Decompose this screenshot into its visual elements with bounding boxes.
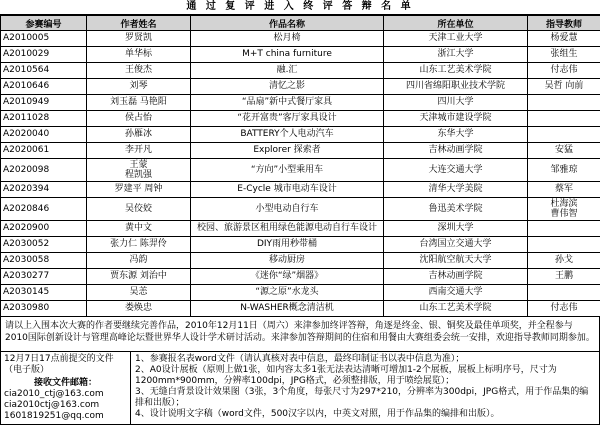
cell-author: 娄焕忠 (87, 301, 191, 317)
table-row (1, 237, 600, 253)
cell-school: 大连交通大学 (384, 159, 528, 182)
cell-teacher: 蔡军 (528, 182, 600, 198)
email-heading: 接收文件邮箱： (33, 378, 97, 388)
table-row (1, 143, 600, 159)
cell-school: 天津城市建设学院 (384, 111, 528, 127)
cell-teacher: 杜海滨 曹伟智 (528, 198, 600, 221)
cell-work: “源之原”水龙头 (191, 285, 384, 301)
cell-school: 鲁迅美术学院 (384, 198, 528, 221)
cell-school: 清华大学美院 (384, 182, 528, 198)
column-header-author: 作者姓名 (87, 16, 191, 31)
cell-school: 吉林动画学院 (384, 269, 528, 285)
submission-section (0, 352, 600, 425)
cell-teacher (528, 285, 600, 301)
table-row (1, 95, 600, 111)
cell-work: 移动厨房 (191, 253, 384, 269)
column-header-code: 参赛编号 (1, 16, 87, 31)
table-row (1, 127, 600, 143)
table-row (1, 31, 600, 47)
cell-author: 罗贤凯 (87, 31, 191, 47)
cell-teacher (528, 237, 600, 253)
cell-author: 单华标 (87, 47, 191, 63)
cell-code: A2010949 (1, 95, 87, 111)
cell-author: 罗建平 周钟 (87, 182, 191, 198)
table-row (1, 198, 600, 221)
cell-teacher (528, 95, 600, 111)
cell-code: A2010029 (1, 47, 87, 63)
table-body (1, 31, 600, 317)
cell-code: A2020394 (1, 182, 87, 198)
cell-school: 四川省绵阳职业技术学院 (384, 79, 528, 95)
table-row (1, 269, 600, 285)
cell-work: 校园、旅游景区租用绿色能源电动自行车设计 (191, 221, 384, 237)
table-row (1, 79, 600, 95)
email-address[interactable]: cia2010_ctj@163.com (4, 389, 104, 399)
cell-code: A2010564 (1, 63, 87, 79)
email-address[interactable]: cia2010ctj@163.com (4, 400, 100, 410)
cell-work: M+T china furniture (191, 47, 384, 63)
cell-work: E-Cycle 城市电动车设计 (191, 182, 384, 198)
requirement-item: 2、A0设计展板（原则上做1张，如内容太多1张无法表达清晰可增加1-2个展板，展板上标明序号，尺寸为1200mm*900mm，分辨率100dpi，JPG格式，必须整排版，用于喷绘展览）； (135, 365, 557, 386)
cell-work: “方向”小型乘用车 (191, 159, 384, 182)
cell-school: 山东工艺美术学院 (384, 63, 528, 79)
cell-code: A2030145 (1, 285, 87, 301)
cell-work: “花开富贵”客厅家具设计 (191, 111, 384, 127)
cell-school: 吉林动画学院 (384, 143, 528, 159)
cell-author: 刘玉磊 马艳阳 (87, 95, 191, 111)
cell-school: 西南交通大学 (384, 285, 528, 301)
cell-author: 张力仁 陈羿伶 (87, 237, 191, 253)
table-row (1, 159, 600, 182)
cell-code: A2030277 (1, 269, 87, 285)
cell-work: 融.汇 (191, 63, 384, 79)
table-row (1, 182, 600, 198)
cell-teacher: 吴哲 向前 (528, 79, 600, 95)
cell-code: A2020846 (1, 198, 87, 221)
requirements-list (131, 352, 599, 424)
cell-author: 王蒙 程凯强 (87, 159, 191, 182)
requirement-item: 1、参赛报名表word文件（请认真核对表中信息，最终印制证书以表中信息为准）； (135, 354, 465, 364)
cell-work: DIY雨用秒带桶 (191, 237, 384, 253)
cell-code: A2030058 (1, 253, 87, 269)
table-row (1, 47, 600, 63)
cell-work: 《迷你“绿”烟器》 (191, 269, 384, 285)
requirement-item: 4、设计说明文字稿（word文件，500汉字以内，中英文对照，用于作品集的编排和出版）。 (135, 409, 500, 419)
cell-author: 侯占怡 (87, 111, 191, 127)
cell-teacher (528, 127, 600, 143)
cell-work: 松月椅 (191, 31, 384, 47)
cell-school: 山东工艺美术学院 (384, 301, 528, 317)
cell-teacher: 张组生 (528, 47, 600, 63)
cell-work: 清忆之影 (191, 79, 384, 95)
submission-deadline: 12月7日17点前提交的文件（电子版） (4, 354, 114, 375)
cell-teacher: 杨爱慧 (528, 31, 600, 47)
cell-teacher (528, 221, 600, 237)
cell-teacher (528, 111, 600, 127)
cell-author: 黄中文 (87, 221, 191, 237)
cell-author: 王俊杰 (87, 63, 191, 79)
email-address[interactable]: 1601819251@qq.com (4, 411, 104, 421)
cell-author: 贾东源 刘治中 (87, 269, 191, 285)
column-header-teacher: 指导教师 (528, 16, 600, 31)
cell-author: 李开凡 (87, 143, 191, 159)
cell-teacher: 安猛 (528, 143, 600, 159)
cell-teacher: 孙戈 (528, 253, 600, 269)
cell-work: N-WASHER概念清洁机 (191, 301, 384, 317)
cell-work: BATTERY个人电动汽车 (191, 127, 384, 143)
cell-school: 天津工业大学 (384, 31, 528, 47)
cell-teacher: 付志伟 (528, 301, 600, 317)
cell-teacher: 付志伟 (528, 63, 600, 79)
cell-school: 深圳大学 (384, 221, 528, 237)
cell-author: 孙雁冰 (87, 127, 191, 143)
table-row (1, 63, 600, 79)
cell-teacher: 王鹏 (528, 269, 600, 285)
finalist-table (0, 15, 600, 317)
cell-school: 浙江大学 (384, 47, 528, 63)
cell-teacher: 邹雅琼 (528, 159, 600, 182)
column-header-work: 作品名称 (191, 16, 384, 31)
cell-school: 沈阳航空航天大学 (384, 253, 528, 269)
cell-author: 吴恙 (87, 285, 191, 301)
cell-code: A2020098 (1, 159, 87, 182)
table-row (1, 285, 600, 301)
cell-code: A2020040 (1, 127, 87, 143)
requirement-item: 3、无缝白背景设计效果图（3张，3个角度，每张尺寸为297*210，分辨率为300dpi，JPG格式，用于作品集的编排和出版）； (135, 387, 589, 408)
cell-work: 小型电动自行车 (191, 198, 384, 221)
cell-code: A2020900 (1, 221, 87, 237)
cell-work: “品扇”新中式餐厅家具 (191, 95, 384, 111)
table-row (1, 301, 600, 317)
table-row (1, 221, 600, 237)
notice-text: 请以上入围本次大赛的作者要继续完善作品，2010年12月11日（周六）来津参加终评答辩，角逐是终金、银、铜奖及最佳单项奖，并全程参与2010国际创新设计与管理高峰论坛暨世界华人设计学术研讨活动。来津参加答辩期间的住宿和用餐由大赛组委会统一安排，欢迎指导教师同期参加。 (0, 317, 600, 352)
cell-code: A2010005 (1, 31, 87, 47)
cell-work: Explorer 探索者 (191, 143, 384, 159)
page-title: 通 过 复 评 进 入 终 评 答 辩 名 单 (0, 0, 600, 15)
cell-author: 吴佼姣 (87, 198, 191, 221)
cell-school: 台湾国立交通大学 (384, 237, 528, 253)
cell-code: A2010646 (1, 79, 87, 95)
cell-school: 四川大学 (384, 95, 528, 111)
cell-code: A2020061 (1, 143, 87, 159)
cell-code: A2030980 (1, 301, 87, 317)
cell-author: 刘琴 (87, 79, 191, 95)
cell-author: 冯韵 (87, 253, 191, 269)
cell-school: 东华大学 (384, 127, 528, 143)
submission-info (1, 352, 131, 424)
cell-code: A2030052 (1, 237, 87, 253)
table-row (1, 253, 600, 269)
cell-code: A2011028 (1, 111, 87, 127)
column-header-school: 所在单位 (384, 16, 528, 31)
table-row (1, 111, 600, 127)
table-header-row (1, 16, 600, 31)
